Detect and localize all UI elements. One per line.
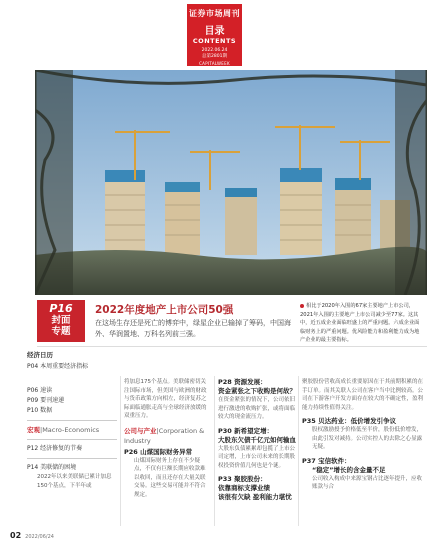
divider <box>27 458 117 459</box>
toc-item[interactable]: P10 数据 <box>27 407 53 414</box>
toc-item[interactable]: P06 速读 <box>27 387 53 394</box>
toc-item[interactable]: P12 经济修复的节奏 <box>27 445 83 452</box>
toc-item-summary: 股权激励授予价格低至半价，股份低价增发，由此引发对减持。公司实控人的去除之心显露无疑。 <box>312 427 423 450</box>
contents-column-2 <box>124 378 209 504</box>
magazine-logo: 证券市场周刊 <box>189 8 240 18</box>
toc-item[interactable]: P14 美联储的困境 <box>27 464 77 471</box>
toc-item-summary: 大股东负债累累却包揽了上市公司定增，上市公司未来的长期股权投资价值几何也是个谜。 <box>218 445 296 469</box>
toc-item-headline[interactable]: 该很有欠缺 盈利能力堪忧 <box>218 493 292 501</box>
toc-item[interactable]: P37 宝信软件： <box>302 456 351 465</box>
masthead <box>187 4 242 66</box>
issue-date: 2022.06.24 <box>201 48 228 53</box>
toc-item-headline[interactable]: 大股东欠债千亿元如何输血 <box>218 435 296 444</box>
contents-title-en: CONTENTS <box>192 37 237 45</box>
column-divider <box>214 376 215 526</box>
cover-story-tag[interactable] <box>37 300 85 342</box>
cover-label-line2: 专题 <box>51 326 71 337</box>
toc-item-summary: 将加息175个基点。美联储密切关注国际市场，但美国与欧洲的财政与货币政策方向相左，经济复苏之际面临通胀走高与全球经济放缓的双重压力。 <box>124 379 207 419</box>
section-heading-calendar: 经济日历 <box>27 351 53 359</box>
toc-item[interactable]: P26 山煤国际财务异常 <box>124 447 193 456</box>
brand-name: CAPITALWEEK <box>199 61 230 66</box>
issue-number: 总第2801期 <box>202 54 227 59</box>
toc-item-headline[interactable]: 依靠商标支撑业绩 <box>218 484 270 492</box>
toc-item-summary: 在资金紧张的情况下，公司依旧进行激进的收购扩张，或将面临较大的现金流压力。 <box>218 397 296 420</box>
construction-scene-image <box>35 70 427 295</box>
toc-item-headline[interactable]: 资金紧张之下收购是何故？ <box>218 387 296 395</box>
contents-column-1 <box>27 350 117 495</box>
section-heading-corporation-cn: 公司与产业 <box>124 426 157 435</box>
footer-date: 2022/06/24 <box>25 534 54 540</box>
photo-caption-text: 相比于2020年入围的67家主要地产上市公司，2021年入围的主要地产上市公司减少至77家。这其中，近五成企业面临旺盛上的严重问题。六成企业面临财务上的严重问题。优风险能力和盈利能力成为地产企业的最主要指标。 <box>300 303 420 343</box>
toc-item-summary: 聚胶股份营收高成长重要原因在于其前期积累的在手订单。而其关联人公司在客户当中比例较高。公司在下游客户开发方面存在较大的不确定性，盈利能力持续性值得关注。 <box>302 379 424 411</box>
cover-label-line1: 封面 <box>51 315 71 326</box>
toc-item[interactable]: P30 新希望定增： <box>218 426 274 435</box>
section-heading-corporation <box>124 426 209 446</box>
column-divider <box>298 376 299 526</box>
section-heading-macro <box>27 425 117 435</box>
toc-item-summary: 2022年以来美联储已累计加息150个基点，下半年或 <box>37 474 112 489</box>
contents-column-4 <box>302 378 424 497</box>
toc-item-summary: 山煤国际财务上存在不少疑点，不仅有巨额长期应收款难以收回，而且还存在大量关联交易。这些交易可能并不符合规定。 <box>134 457 206 498</box>
toc-item[interactable]: P33 聚胶股份： <box>218 475 267 483</box>
divider <box>37 346 427 347</box>
bullet-dot-icon <box>300 304 304 308</box>
page-number: 02 <box>10 531 22 540</box>
section-heading-macro-en: |Macro-Economics <box>40 426 100 434</box>
divider <box>27 420 117 421</box>
toc-item[interactable]: P04 本周重要经济指标 <box>27 363 89 370</box>
section-heading-macro-cn: 宏观 <box>27 426 40 434</box>
photo-caption <box>300 302 424 345</box>
column-divider <box>120 376 121 526</box>
cover-story-title[interactable]: 2022年度地产上市公司50强 <box>95 304 234 316</box>
contents-title-cn: 目录 <box>204 26 225 37</box>
toc-item-summary: 公司收入构成中来源宝钢占比逐年提升，应收账款与合 <box>312 475 423 490</box>
section-heading-corporation-en: |Corporation & Industry <box>124 426 205 445</box>
contents-column-3 <box>218 378 298 502</box>
toc-item[interactable]: P09 要刊速递 <box>27 397 65 404</box>
cover-story-description: 在这场生存还是死亡的博弈中，绿星企业已输掉了筹码，中国海外、华润置地、万科名列前三强。 <box>95 319 291 338</box>
divider <box>27 439 117 440</box>
page-footer <box>10 531 54 540</box>
toc-item[interactable]: P28 资源发展： <box>218 378 267 386</box>
toc-item-headline[interactable]: “稳定”增长的含金量不足 <box>312 465 386 474</box>
cover-photo <box>35 70 427 295</box>
toc-item[interactable]: P35 贝达药业：低价增发引争议 <box>302 417 397 425</box>
cover-page-number: P16 <box>49 302 73 315</box>
